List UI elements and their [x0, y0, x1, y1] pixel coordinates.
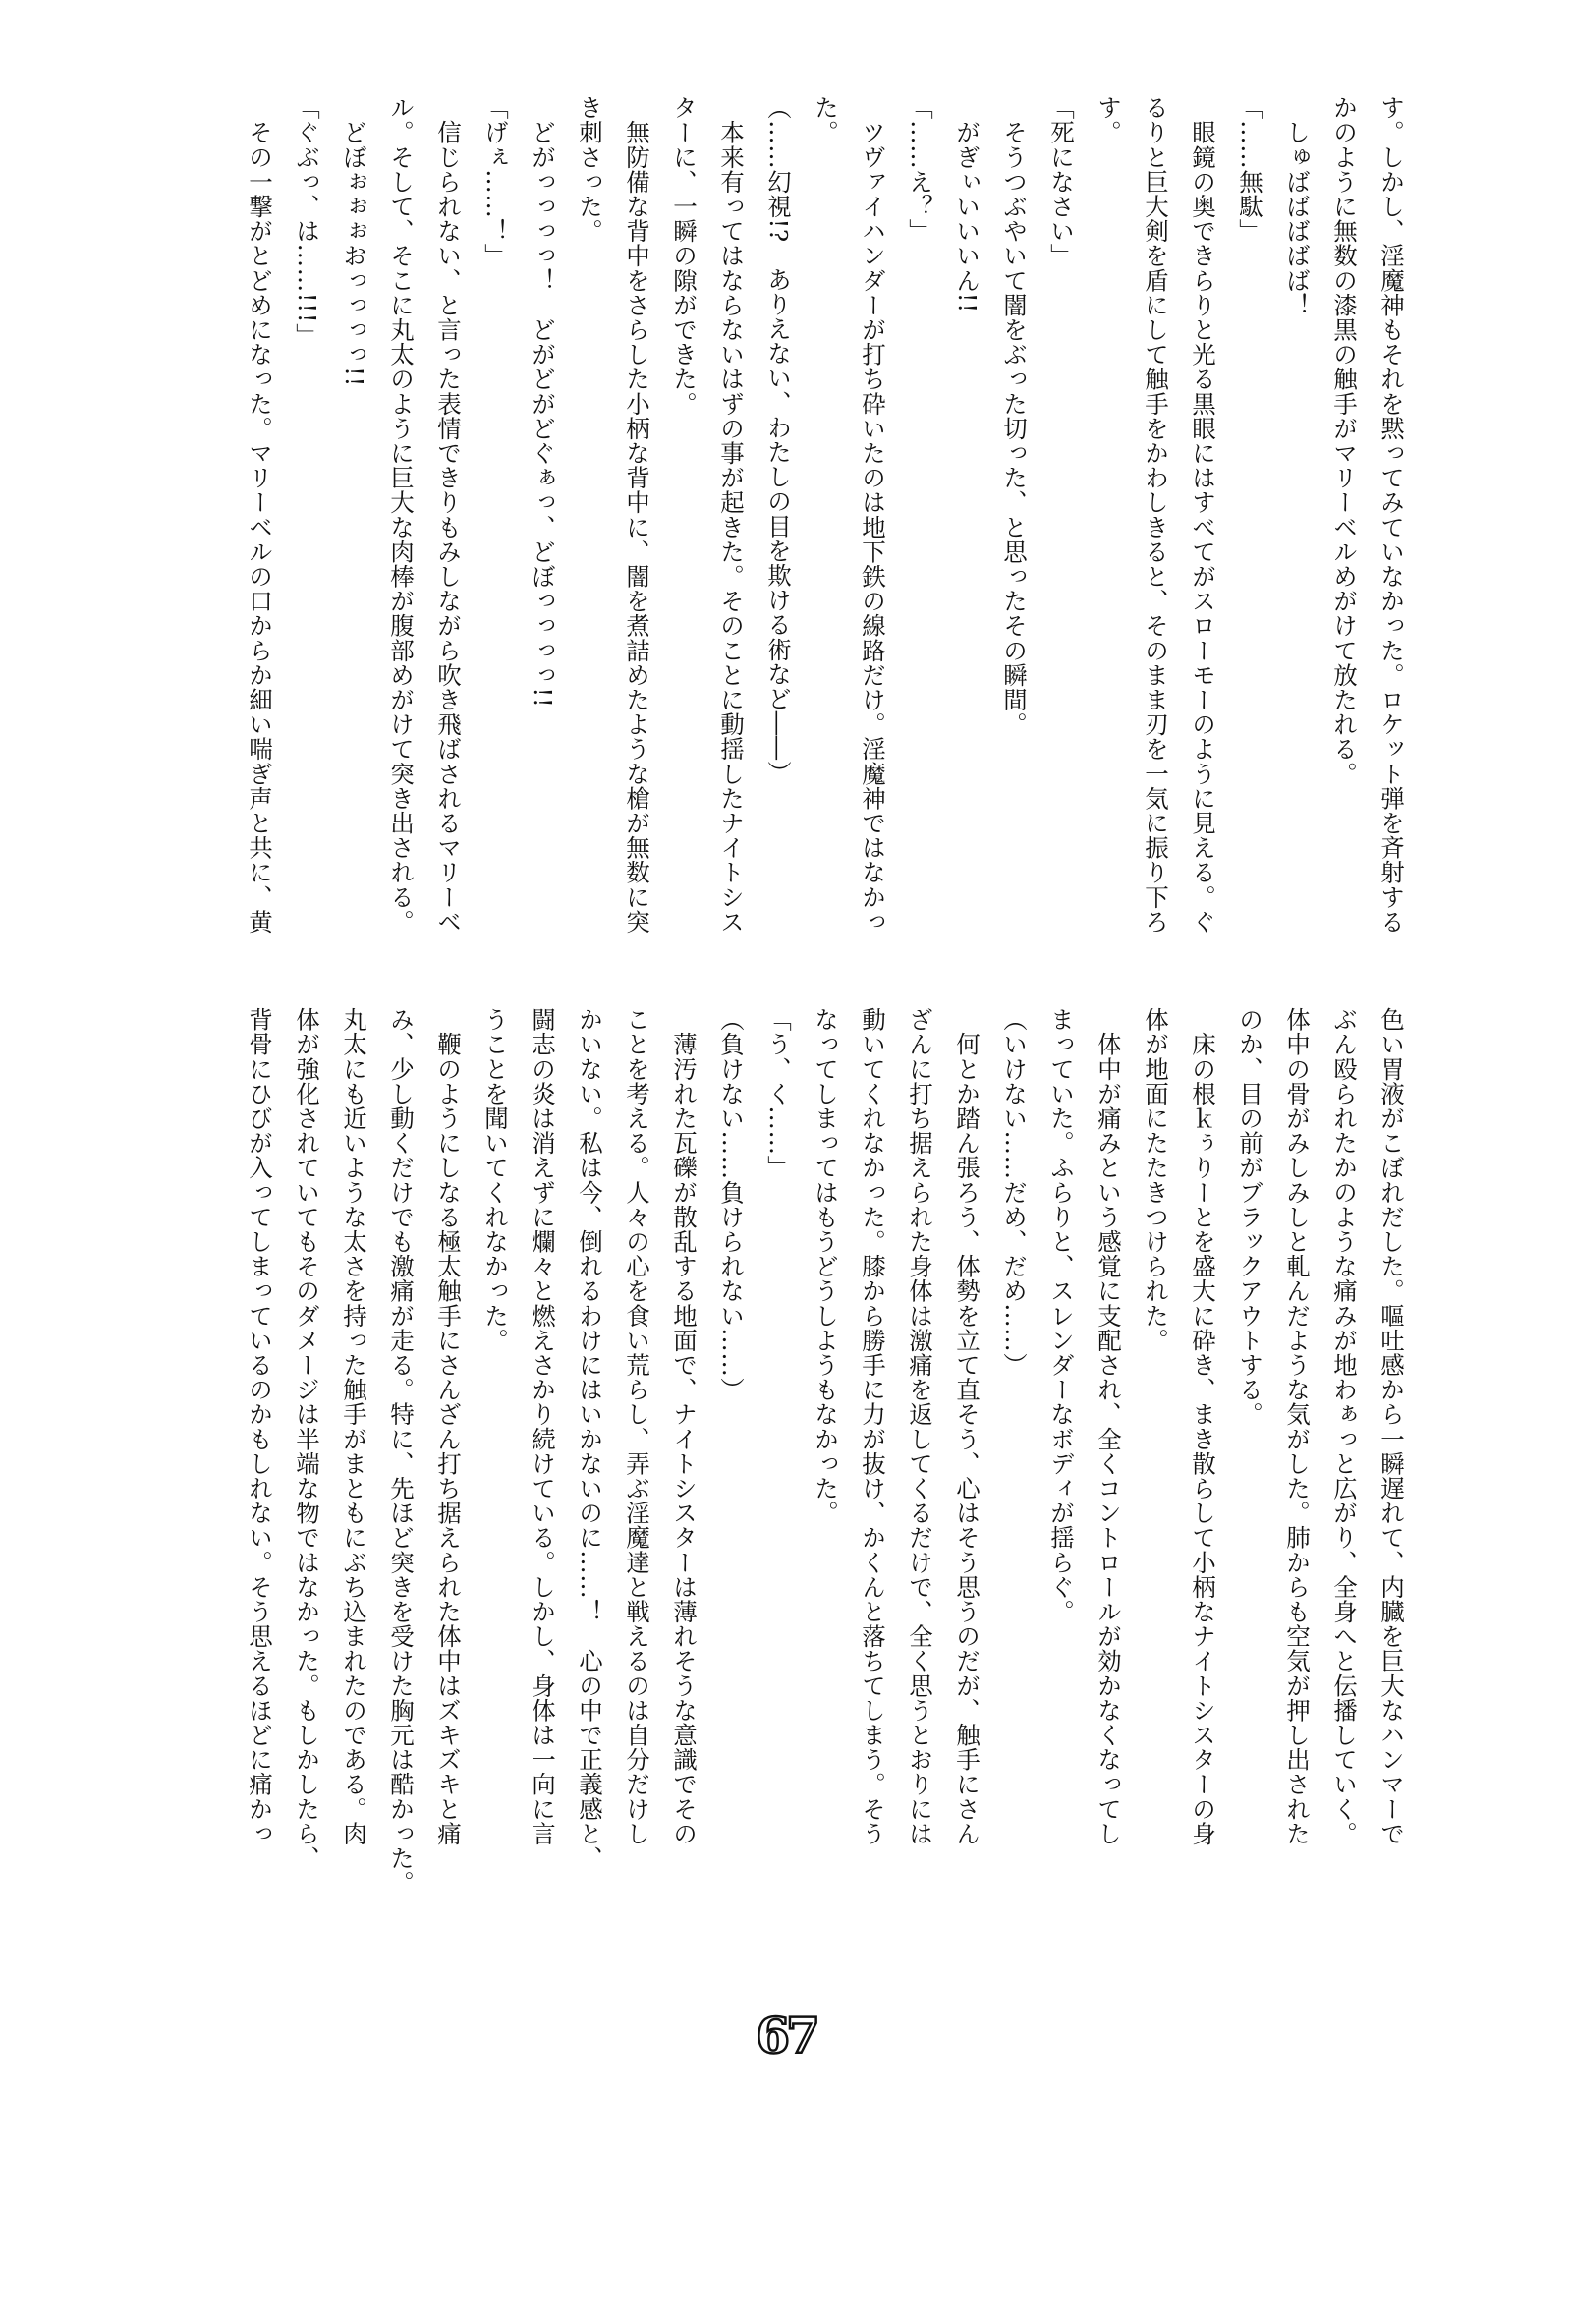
text-line: 鞭のようにしなる極太触手にさんざん打ち据えられた体中はズキズキと痛: [434, 1007, 463, 1846]
text-line: 「う、く……」: [764, 1007, 793, 1180]
page-number: 67: [756, 2007, 816, 2065]
text-line: ツヴァイハンダーが打ち砕いたのは地下鉄の線路だけ。淫魔神ではなかっ: [859, 95, 887, 935]
text-line: その一撃がとどめになった。マリーベルの口からか細い喘ぎ声と共に、黄: [246, 95, 274, 935]
text-line: （いけない……だめ、だめ……）: [1000, 1007, 1029, 1378]
text-line: 薄汚れた瓦礫が散乱する地面で、ナイトシスターは薄れそうな意識でその: [670, 1007, 699, 1846]
text-line: 動いてくれなかった。膝から勝手に力が抜け、かくんと落ちてしまう。そう: [859, 1007, 887, 1846]
text-line: 色い胃液がこぼれだした。嘔吐感から一瞬遅れて、内臓を巨大なハンマーで: [1377, 1007, 1406, 1846]
text-line: なってしまってはもうどうしようもなかった。: [812, 1007, 840, 1526]
text-line: しゅばばばばば！: [1283, 95, 1312, 317]
upper-text-block: [200, 95, 1415, 980]
text-line: ターに、一瞬の隙ができた。: [670, 95, 699, 417]
text-line: 「げぇ……！」: [481, 95, 510, 268]
text-line: 無防備な背中をさらした小柄な背中に、闇を煮詰めたような槍が無数に突: [623, 95, 651, 935]
text-line: 眼鏡の奥できらりと光る黒眼にはすべてがスローモーのように見える。ぐ: [1189, 95, 1217, 935]
text-line: どがっっっっ！ どがどがどぐぁっ、どぼっっっっ!!: [529, 95, 557, 709]
text-line: （負けない……負けられない……）: [717, 1007, 746, 1402]
text-line: 「……え？」: [906, 95, 934, 244]
text-line: 体が地面にたたきつけられた。: [1142, 1007, 1170, 1353]
text-line: （……幻視!? ありえない、わたしの目を欺ける術など――）: [764, 95, 793, 785]
text-line: す。しかし、淫魔神もそれを黙ってみていなかった。ロケット弾を斉射する: [1377, 95, 1406, 935]
text-line: 体が強化されていてもそのダメージは半端な物ではなかった。もしかしたら、: [293, 1007, 321, 1871]
text-line: 本来有ってはならないはずの事が起きた。そのことに動揺したナイトシス: [717, 95, 746, 935]
text-line: 「ぐぶっ、は……!!!」: [293, 95, 321, 349]
lower-text-block: [200, 1007, 1415, 2324]
text-line: 闘志の炎は消えずに爛々と燃えさかり続けている。しかし、身体は一向に言: [529, 1007, 557, 1846]
text-line: どぼぉぉぉおっっっっ!!: [340, 95, 368, 387]
text-line: 床の根ｋぅりーとを盛大に砕き、まき散らして小柄なナイトシスターの身: [1189, 1007, 1217, 1846]
text-line: 丸太にも近いような太さを持った触手がまともにぶち込まれたのである。肉: [340, 1007, 368, 1846]
text-line: み、少し動くだけでも激痛が走る。特に、先ほど突きを受けた胸元は酷かった。: [387, 1007, 416, 1896]
text-line: 信じられない、と言った表情できりもみしながら吹き飛ばされるマリーベ: [434, 95, 463, 935]
text-line: ぶん殴られたかのような痛みが地わぁっと広がり、全身へと伝播していく。: [1330, 1007, 1359, 1846]
text-line: かいない。私は今、倒れるわけにはいかないのに……！ 心の中で正義感と、: [576, 1007, 604, 1871]
text-line: かのように無数の漆黒の触手がマリーベルめがけて放たれる。: [1330, 95, 1359, 786]
text-line: ル。そして、そこに丸太のように巨大な肉棒が腹部めがけて突き出される。: [387, 95, 416, 935]
text-line: 「……無駄」: [1236, 95, 1264, 244]
text-line: 背骨にひびが入ってしまっているのかもしれない。そう思えるほどに痛かっ: [246, 1007, 274, 1846]
text-line: す。: [1095, 95, 1123, 145]
text-line: まっていた。ふらりと、スレンダーなボディが揺らぐ。: [1047, 1007, 1076, 1624]
text-line: き刺さった。: [576, 95, 604, 244]
text-line: 「死になさい」: [1047, 95, 1076, 268]
text-line: がぎぃいいいん!!: [953, 95, 982, 313]
text-line: 何とか踏ん張ろう、体勢を立て直そう、心はそう思うのだが、触手にさん: [953, 1007, 982, 1846]
text-line: るりと巨大剣を盾にして触手をかわしきると、そのまま刃を一気に振り下ろ: [1142, 95, 1170, 935]
text-line: うことを聞いてくれなかった。: [481, 1007, 510, 1353]
text-line: のか、目の前がブラックアウトする。: [1236, 1007, 1264, 1427]
text-line: そうつぶやいて闇をぶった切った、と思ったその瞬間。: [1000, 95, 1029, 737]
text-line: 体中が痛みという感覚に支配され、全くコントロールが効かなくなってし: [1095, 1007, 1123, 1846]
text-line: 体中の骨がみしみしと軋んだような気がした。肺からも空気が押し出された: [1283, 1007, 1312, 1846]
text-line: ざんに打ち据えられた身体は激痛を返してくるだけで、全く思うとおりには: [906, 1007, 934, 1846]
text-line: た。: [812, 95, 840, 145]
text-line: ことを考える。人々の心を食い荒らし、弄ぶ淫魔達と戦えるのは自分だけし: [623, 1007, 651, 1846]
